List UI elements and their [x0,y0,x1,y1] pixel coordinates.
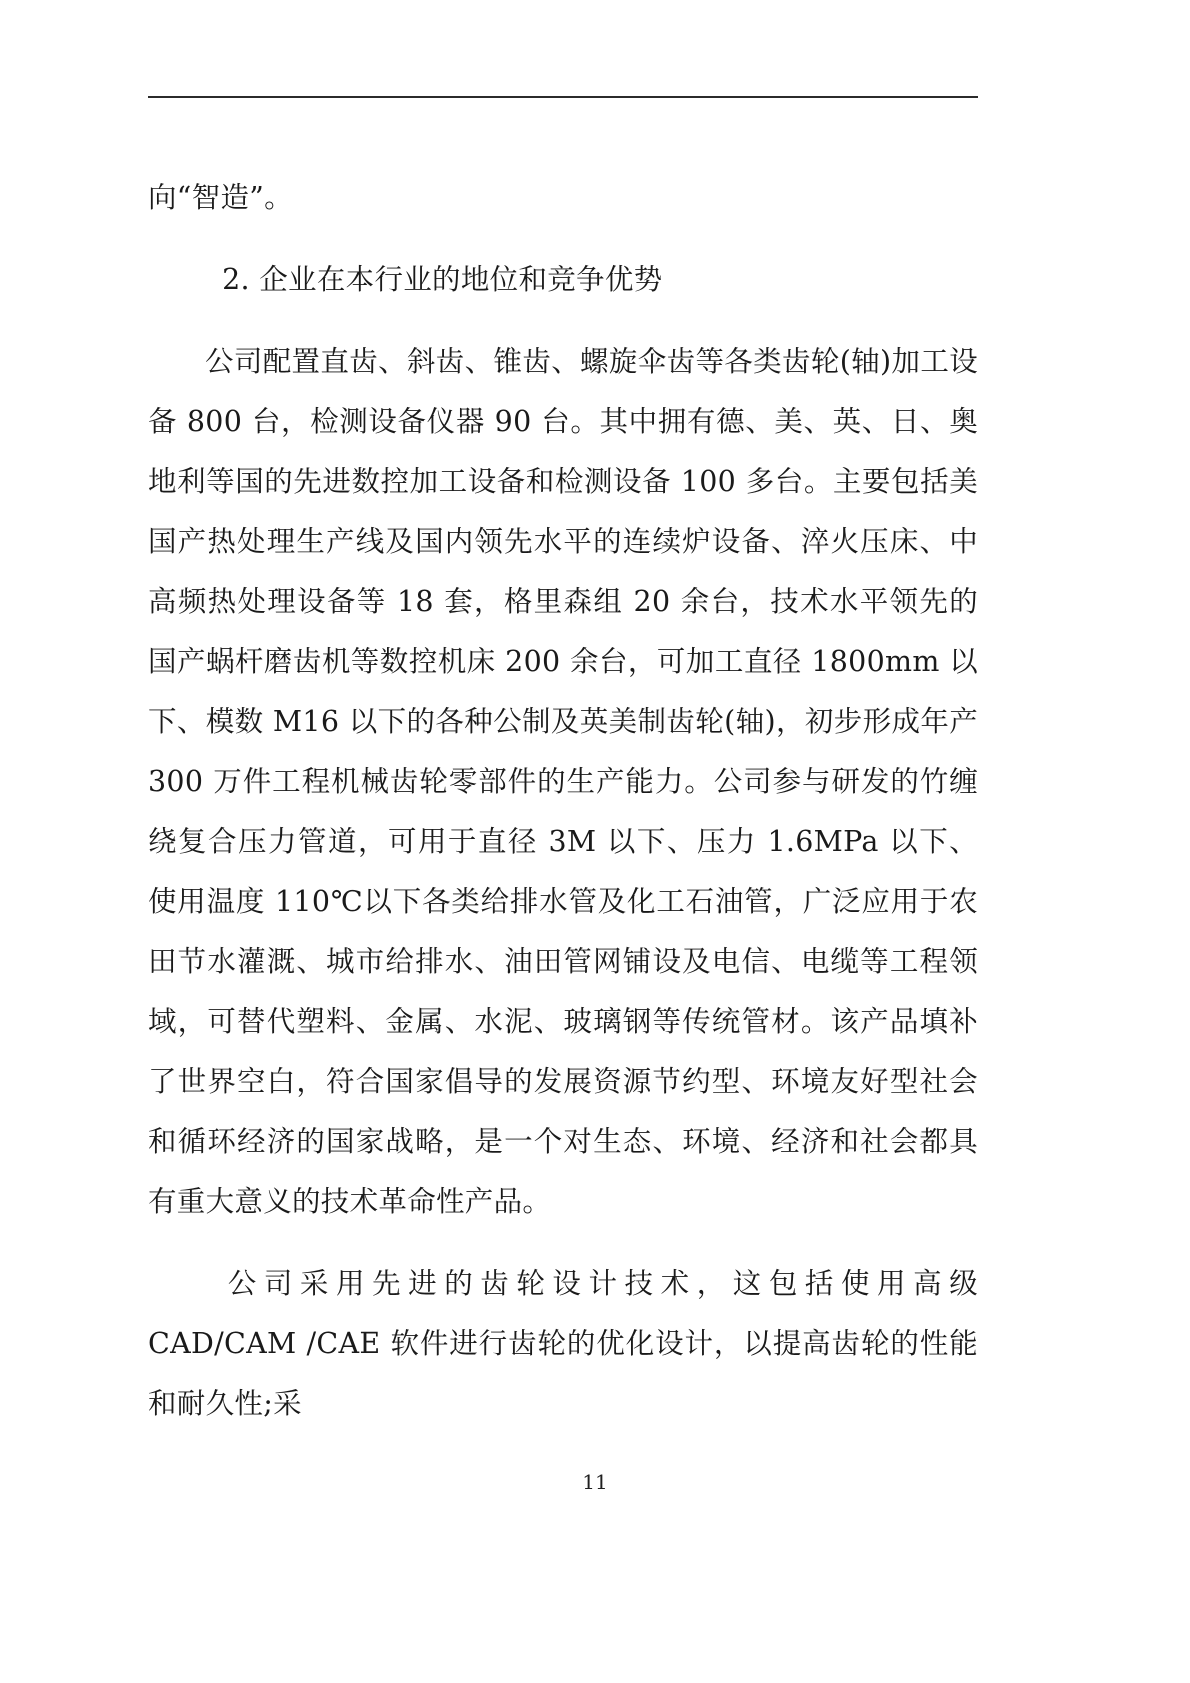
header-divider [148,96,978,98]
paragraph-design: 公司采用先进的齿轮设计技术，这包括使用高级 CAD/CAM /CAE 软件进行齿轮的优化设计，以提高齿轮的性能和耐久性;采 [148,1267,978,1420]
page-content [148,96,978,1434]
paragraph-equipment: 公司配置直齿、斜齿、锥齿、螺旋伞齿等各类齿轮(轴)加工设备 800 台，检测设备仪器 90 台。其中拥有德、美、英、日、奥地利等国的先进数控加工设备和检测设备 100 多台。主要包括美国产热处理生产线及国内领先水平的连续炉设备、淬火压床、中高频热处理设备等 18 套，格里森组 20 余台，技术水平领先的国产蜗杆磨齿机等数控机床 200 余台，可加工直径 1800mm 以下、模数 M16 以下的各种公制及英美制齿轮(轴)，初步形成年产 300 万件工程机械齿轮零部件的生产能力。公司参与研发的竹缠绕复合压力管道，可用于直径 3M 以下、压力 1.6MPa 以下、使用温度 110℃以下各类给排水管及化工石油管，广泛应用于农田节水灌溉、城市给排水、油田管网铺设及电信、电缆等工程领域，可替代塑料、金属、水泥、玻璃钢等传统管材。该产品填补了世界空白，符合国家倡导的发展资源节约型、环境友好型社会和循环经济的国家战略，是一个对生态、环境、经济和社会都具有重大意义的技术革命性产品。 [148,345,978,1218]
body-text [148,168,978,1434]
section-heading: 2. 企业在本行业的地位和竞争优势 [222,263,663,296]
page-number: 11 [582,1470,608,1494]
paragraph-continuation: 向“智造”。 [148,181,293,214]
